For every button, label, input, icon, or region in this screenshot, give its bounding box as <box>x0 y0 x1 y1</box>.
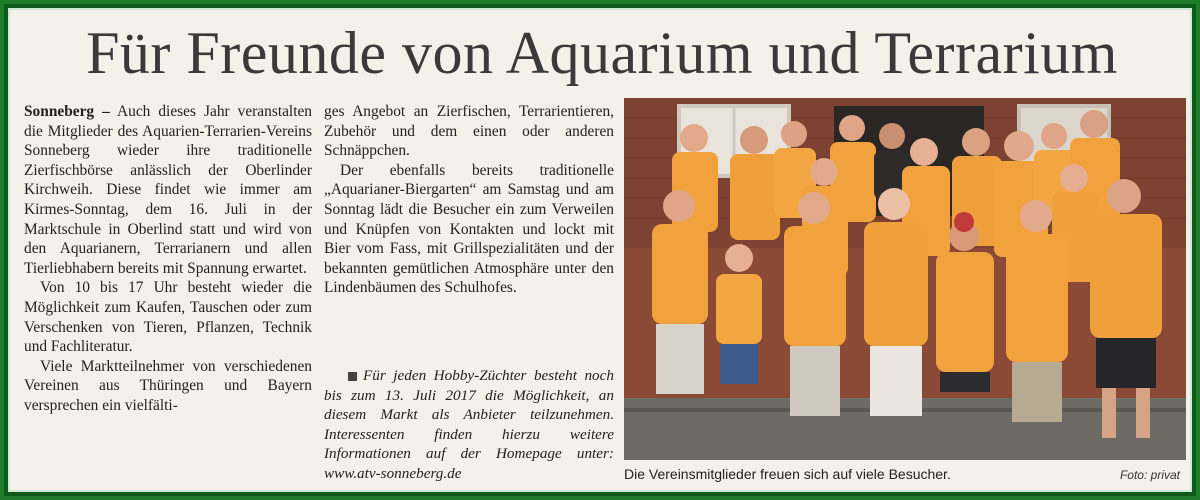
newspaper-clipping <box>8 8 1192 492</box>
article-column-2 <box>324 102 614 298</box>
paragraph: Von 10 bis 17 Uhr besteht wieder die Möglichkeit zum Kaufen, Tauschen oder zum Verschenken von Tieren, Pflanzen, Technik und Fachliteratur. <box>24 279 312 356</box>
article-column-1 <box>24 102 312 416</box>
info-note <box>324 366 614 484</box>
photo-credit: Foto: privat <box>1119 468 1180 482</box>
paragraph-text: Auch dieses Jahr veranstalten die Mitglieder des Aquarien-Terrarien-Vereins Sonneberg wieder ihre traditionelle Zierfischbörse anlässlich der Oberlinder Kirchweih. Diese findet wie immer am Kirmes-Sonntag, dem 16. Juli in der Marktschule in Oberlind statt und wird von den Aquarianern, Terrarianern und allen Tierliebhabern bereits mit Spannung erwartet. <box>24 103 313 277</box>
headline: Für Freunde von Aquarium und Terrarium <box>86 20 1118 86</box>
paragraph: ges Angebot an Zierfischen, Terrarientieren, Zubehör und dem einen oder anderen Schnäppchen. <box>324 103 614 160</box>
photo-caption: Die Vereinsmitglieder freuen sich auf viele Besucher. <box>624 466 951 482</box>
group-photo <box>624 98 1186 460</box>
dateline: Sonneberg – <box>24 103 110 120</box>
square-bullet-icon <box>348 372 357 381</box>
paragraph: Der ebenfalls bereits traditionelle „Aquarianer-Biergarten“ am Samstag und am Sonntag lädt die Besucher ein zum Verweilen und Knüpfen von Kontakten und lockt mit Bier vom Fass, mit Grillspezialitäten und der bekannten gemütlichen Atmosphäre unter den Lindenbäumen des Schulhofes. <box>324 161 614 297</box>
info-note-text: Für jeden Hobby-Züchter besteht noch bis zum 13. Juli 2017 die Möglichkeit, an diesem Markt als Anbieter teilzunehmen. Interessenten finden hierzu weitere Informationen auf der Homepage unter: www.atv-sonneberg.de <box>324 367 614 482</box>
group-photo-illustration <box>624 98 1186 460</box>
paragraph <box>24 102 312 278</box>
paragraph: Viele Marktteilnehmer von verschiedenen Vereinen aus Thüringen und Bayern versprechen ein vielfälti- <box>24 357 312 414</box>
